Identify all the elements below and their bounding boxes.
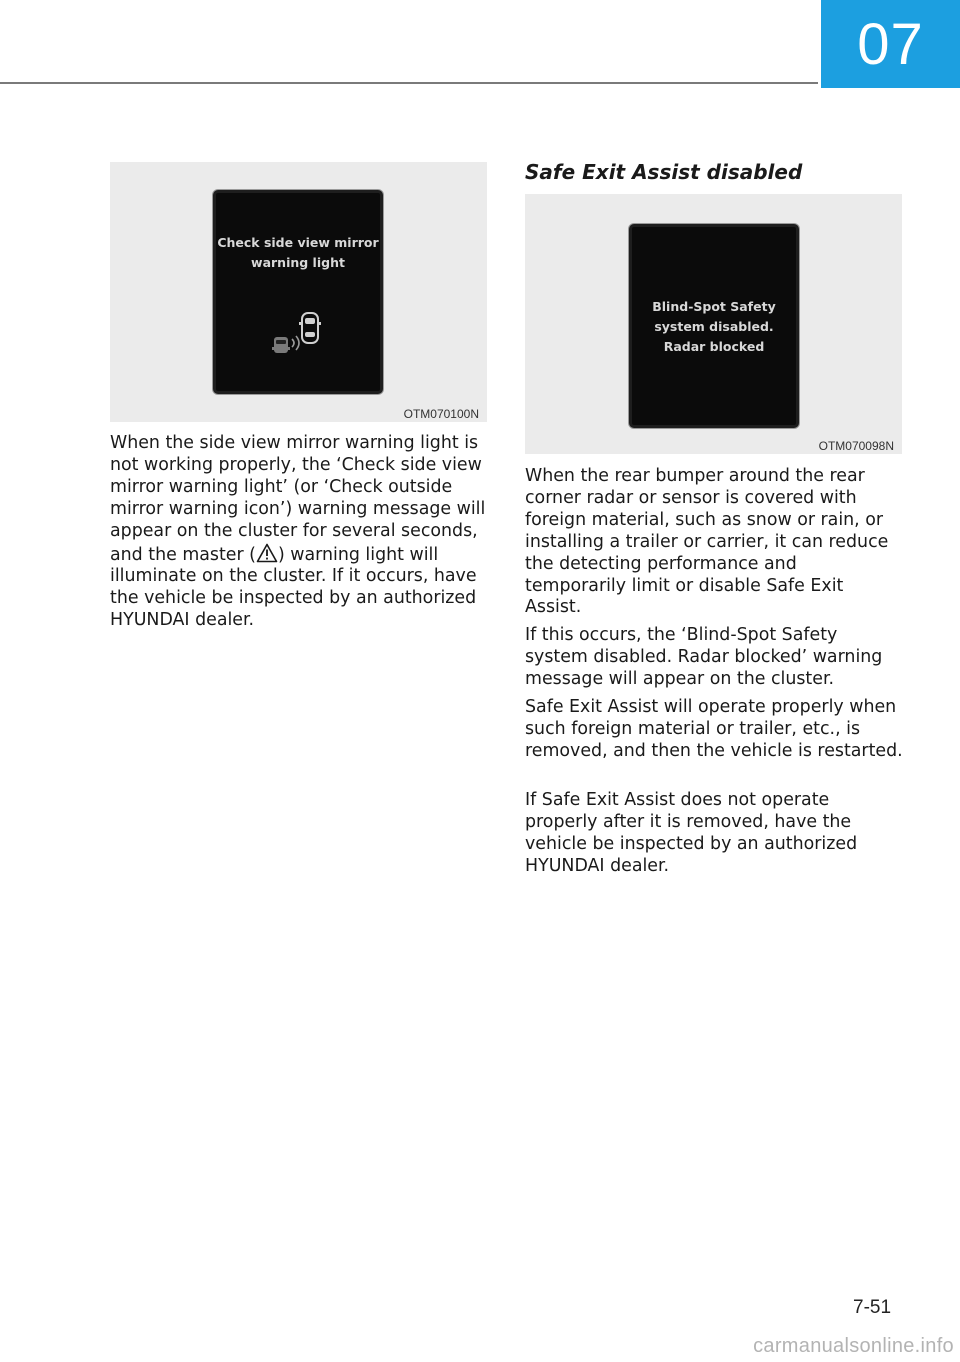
right-paragraph-1: When the rear bumper around the rear corner radar or sensor is covered with foreign material, such as snow or rain, or installing a trailer or carrier, it can reduce the detecting performance and temporarily limit or disable Safe Exit Assist. — [525, 466, 889, 618]
figure-side-mirror-warning — [110, 162, 487, 422]
figure-code: OTM070098N — [818, 439, 894, 453]
section-heading: Safe Exit Assist disabled — [525, 160, 803, 184]
right-paragraph-4: If Safe Exit Assist does not operate properly after it is removed, have the vehicle be inspected by an authorized HYUNDAI dealer. — [525, 790, 858, 876]
chapter-tab: 07 — [821, 0, 960, 88]
cluster-message: Blind-Spot Safety system disabled. Radar blocked — [652, 299, 776, 354]
right-paragraph-2: If this occurs, the ‘Blind-Spot Safety system disabled. Radar blocked’ warning message will appear on the cluster. — [525, 625, 883, 689]
cluster-screen — [213, 190, 383, 394]
left-paragraph-end: ) warning light will illuminate on the cluster. If it occurs, have the vehicle be inspected by an authorized HYUNDAI dealer. — [110, 544, 477, 631]
cluster-message: Check side view mirror warning light — [217, 235, 379, 270]
figure-radar-blocked — [525, 194, 902, 454]
left-paragraph — [110, 433, 490, 632]
page-number: 7-51 — [853, 1297, 892, 1318]
watermark: carmanualsonline.info — [753, 1335, 954, 1357]
cluster-screen — [629, 224, 799, 428]
left-paragraph-start: When the side view mirror warning light is not working properly, the ‘Check side view mirror warning light’ (or ‘Check outside mirror warning icon’) warning message will appear on the cluster for several seconds, and the master ( — [110, 433, 486, 565]
figure-code: OTM070100N — [403, 407, 479, 421]
side-mirror-warning-icon — [272, 309, 324, 359]
master-warning-icon — [256, 543, 278, 563]
header-rule — [0, 82, 818, 84]
right-paragraph-3: Safe Exit Assist will operate properly when such foreign material or trailer, etc., is removed, and then the vehicle is restarted. — [525, 697, 903, 761]
